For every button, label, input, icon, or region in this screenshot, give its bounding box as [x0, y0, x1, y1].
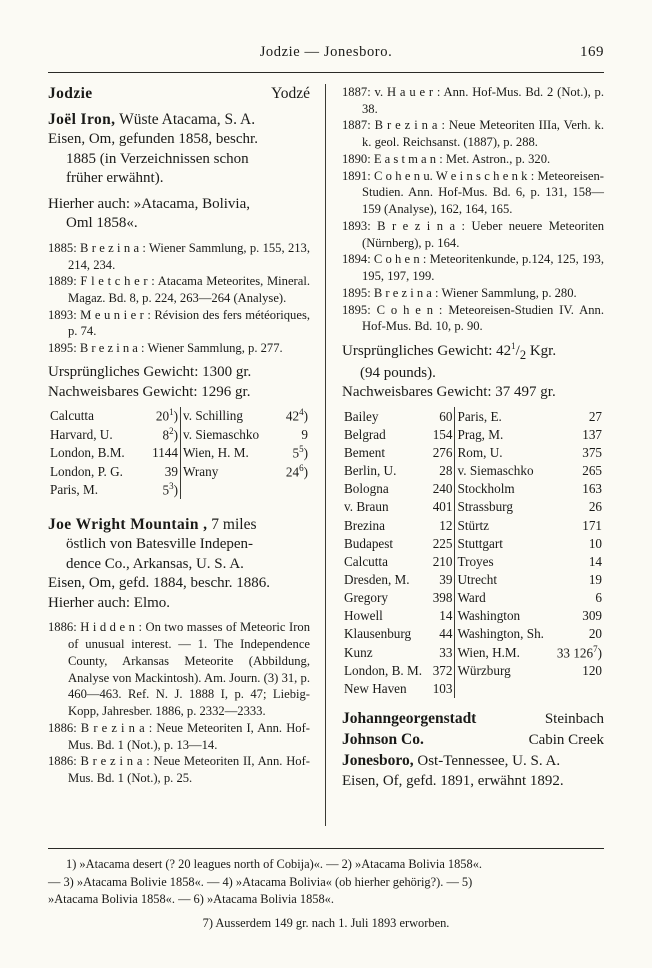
collection-weight: $20^1$) — [155, 407, 178, 424]
spacer — [48, 499, 310, 515]
collection-name: Kunz — [344, 644, 373, 660]
collection-weight: 240 — [432, 481, 453, 497]
table-row — [342, 425, 604, 443]
collection-weight: $5^5$) — [292, 444, 308, 461]
collection-weight: 276 — [432, 444, 453, 460]
collection-weight: 398 — [432, 590, 453, 606]
table-row — [48, 425, 310, 444]
columns-container — [48, 84, 604, 844]
collection-name: v. Siemaschko — [180, 425, 278, 444]
entry-jonesboro-headword: Jonesboro, — [342, 751, 414, 769]
reference-item: 1893: M e u n i e r : Révision des fers météoriques, p. 74. — [48, 307, 310, 339]
collection-name: Stuttgart — [455, 534, 552, 552]
collection-name: Wien, H. M. — [180, 444, 278, 463]
footnote-line: »Atacama Bolivia 1858«. — 6) »Atacama Bolivia 1858«. — [48, 892, 334, 907]
collection-weight: 9 — [301, 426, 308, 442]
collection-name: Paris, M. — [50, 482, 98, 498]
collection-name: Stockholm — [455, 480, 552, 498]
footnote-line: — 3) »Atacama Bolivie 1858«. — 4) »Atacama Bolivia« (ob hierher gehörig?). — 5) — [48, 874, 473, 889]
collection-weight: 309 — [582, 608, 602, 624]
entry-joe-wright-mountain — [48, 515, 310, 786]
reference-item: 1895: C o h e n : Meteoreisen-Studien IV. Ann. Hof-Mus. Bd. 10, p. 90. — [342, 302, 604, 334]
collection-weight: 60 — [439, 408, 453, 424]
collection-name: v. Siemaschko — [455, 462, 552, 480]
entry-joel-iron-also: Hierher auch: »Atacama, Bolivia, — [48, 195, 251, 212]
table-row — [342, 662, 604, 680]
collection-name: Rom, U. — [455, 443, 552, 461]
table-row — [342, 480, 604, 498]
collection-weight: 225 — [432, 535, 453, 551]
footnote-line: 1) »Atacama desert (? 20 leagues north of Cobija)«. — 2) »Atacama Bolivia 1858«. — [66, 857, 482, 871]
entry-joel-iron-desc-2: 1885 (in Verzeichnissen schon — [66, 150, 249, 167]
collection-weight: $42^4$) — [285, 407, 308, 424]
collection-name: Prag, M. — [455, 425, 552, 443]
distribution-table-left — [48, 407, 310, 500]
weight-known: Nachweisbares Gewicht: 37 497 gr. — [342, 384, 556, 401]
table-row — [342, 534, 604, 552]
collection-name: Harvard, U. — [50, 426, 113, 442]
reference-item: 1891: C o h e n u. W e i n s c h e n k : Meteoreisen-Studien. Ann. Hof-Mus. Bd. 6, p. 131, 158—159 (Analyse), 162, 164, 165. — [342, 168, 604, 217]
weight-original: Ursprüngliches Gewicht: 1300 gr. — [48, 363, 252, 380]
collection-weight: 39 — [164, 463, 178, 479]
collection-name: Berlin, U. — [344, 463, 397, 479]
collection-name: Bailey — [344, 408, 379, 424]
reference-item: 1887: v. H a u e r : Ann. Hof-Mus. Bd. 2 (Not.), p. 38. — [342, 85, 604, 116]
table-row — [48, 462, 310, 481]
weight-original-pounds: (94 pounds). — [360, 364, 436, 381]
collection-name: Washington, Sh. — [455, 625, 552, 643]
entry-joel-iron-desc-1: Eisen, Om, gefunden 1858, beschr. — [48, 131, 258, 148]
page-folio: 169 — [580, 44, 604, 60]
collection-name: Stürtz — [455, 516, 552, 534]
collection-name: Wien, H.M. — [455, 643, 552, 662]
collection-name: Dresden, M. — [344, 572, 410, 588]
collection-weight: 20 — [588, 626, 602, 642]
collection-weight: $24^6$) — [285, 462, 308, 480]
entry-joel-iron-also-2: Oml 1858«. — [66, 215, 138, 232]
collection-weight: 19 — [588, 572, 602, 588]
collection-name — [455, 680, 552, 698]
entry-johnson-co-headword: Johnson Co. — [342, 730, 424, 748]
entry-johnson-co-ref: Cabin Creek — [528, 731, 604, 748]
collection-weight: 10 — [588, 535, 602, 551]
collection-name: New Haven — [344, 681, 407, 697]
collection-name: Klausenburg — [344, 626, 412, 642]
entry-johnson-co — [342, 730, 604, 751]
collection-weight: 163 — [582, 481, 602, 497]
collection-weight: 33 $126^7$) — [556, 643, 602, 661]
spacer — [342, 698, 604, 709]
collection-name: Bologna — [344, 481, 389, 497]
collection-name: Washington — [455, 607, 552, 625]
entry-jodzie-headword: Jodzie — [48, 85, 93, 102]
left-column — [48, 84, 310, 787]
collection-weight: 14 — [439, 608, 453, 624]
collection-name: Wrany — [180, 462, 278, 481]
reference-item: 1894: C o h e n : Meteoritenkunde, p.124, 125, 193, 195, 197, 199. — [342, 252, 604, 284]
entry-jodzie — [48, 84, 310, 104]
weight-original: Ursprüngliches Gewicht: $42^1/_2$ Kgr. — [342, 341, 557, 363]
table-row — [342, 589, 604, 607]
reference-item: 1889: F l e t c h e r : Atacama Meteorites, Mineral. Magaz. Bd. 8, p. 224, 263—264 (Analyse). — [48, 274, 310, 305]
collection-weight: 120 — [582, 663, 602, 679]
table-row — [48, 481, 310, 500]
collection-name: v. Braun — [344, 499, 389, 515]
collection-name: London, B. M. — [344, 663, 423, 679]
collection-name: Troyes — [455, 552, 552, 570]
entry-joe-wright-head — [48, 515, 310, 535]
collection-name: London, B.M. — [50, 445, 125, 461]
collection-name: Bement — [344, 444, 386, 460]
collection-weight: 154 — [432, 426, 453, 442]
collection-weight: 44 — [439, 626, 453, 642]
collection-weight: $8^2$) — [162, 425, 178, 442]
table-row — [48, 407, 310, 426]
reference-item: 1886: B r e z i n a : Neue Meteoriten II, Ann. Hof-Mus. Bd. 1 (Not.), p. 25. — [48, 754, 310, 785]
entry-joel-iron-loc: Wüste Atacama, S. A. — [119, 111, 256, 129]
table-row — [342, 498, 604, 516]
collection-weight: 39 — [439, 572, 453, 588]
collection-name: Calcutta — [50, 408, 94, 424]
reference-item: 1895: B r e z i n a : Wiener Sammlung, p. 277. — [48, 341, 283, 356]
entry-joe-wright-desc-3: Eisen, Om, gefd. 1884, beschr. 1886. — [48, 575, 271, 592]
collection-weight: 6 — [595, 590, 602, 606]
table-row — [342, 462, 604, 480]
collection-weight: 1144 — [152, 445, 178, 461]
reference-item: 1886: B r e z i n a : Neue Meteoriten I, Ann. Hof-Mus. Bd. 1 (Not.), p. 13—14. — [48, 720, 310, 752]
collection-weight: 210 — [432, 553, 453, 569]
reference-item: 1893: B r e z i n a : Ueber neuere Meteoriten (Nürnberg), p. 164. — [342, 218, 604, 250]
collection-name: Budapest — [344, 535, 394, 551]
entry-johanngeorgenstadt-headword: Johanngeorgenstadt — [342, 710, 477, 727]
table-row — [342, 552, 604, 570]
collection-name: London, P. G. — [50, 463, 123, 479]
table-row — [342, 607, 604, 625]
collection-name: Calcutta — [344, 553, 388, 569]
weight-known: Nachweisbares Gewicht: 1296 gr. — [48, 383, 251, 400]
collection-weight: 375 — [582, 444, 602, 460]
collection-name: Paris, E. — [455, 407, 552, 425]
collection-weight: 26 — [588, 499, 602, 515]
collection-weight — [278, 481, 310, 500]
collection-name — [180, 481, 278, 500]
table-row — [48, 444, 310, 463]
collection-name: Würzburg — [455, 662, 552, 680]
collection-name: Belgrad — [344, 426, 386, 442]
collection-name: Howell — [344, 608, 383, 624]
collection-weight — [552, 680, 604, 698]
reference-item: 1887: B r e z i n a : Neue Meteoriten IIIa, Verh. k. k. geol. Reichsanst. (1887), p. 288. — [342, 118, 604, 150]
reference-item: 1886: H i d d e n : On two masses of Meteoric Iron of unusual interest. — 1. The Independence County, Arkansas Meteorite (Abbildung, Analyse von Mackintosh). Am. Journ. (3) 31, p. 460—463. Ref. N. J. 1888 I, p. 47; Liebig-Kopp, Jahresber. 1886, p. 2332—2333. — [48, 620, 310, 719]
collection-name: Gregory — [344, 590, 388, 606]
collection-weight: 401 — [432, 499, 453, 515]
entry-johanngeorgenstadt — [342, 709, 604, 730]
table-row — [342, 571, 604, 589]
header-rule — [48, 72, 604, 73]
collection-weight: 103 — [432, 681, 453, 697]
running-head: Jodzie — Jonesboro. — [259, 44, 393, 60]
collection-weight: 372 — [432, 663, 453, 679]
entry-joe-wright-headword: Joe Wright Mountain , — [48, 516, 208, 534]
distribution-table-right — [342, 407, 604, 698]
entry-joe-wright-desc-1: östlich von Batesville Indepen- — [66, 536, 254, 553]
collection-name: Strassburg — [455, 498, 552, 516]
table-row — [342, 643, 604, 662]
reference-item: 1895: B r e z i n a : Wiener Sammlung, p. 280. — [342, 285, 577, 300]
entry-johanngeorgenstadt-ref: Steinbach — [544, 711, 604, 727]
collection-weight: $5^3$) — [162, 481, 178, 498]
right-column — [342, 84, 604, 791]
table-row — [342, 443, 604, 461]
entry-joel-iron — [48, 110, 310, 499]
table-row — [342, 516, 604, 534]
table-row — [342, 680, 604, 698]
entry-joel-iron-headword: Joël Iron, — [48, 111, 116, 129]
collection-weight: 137 — [582, 426, 602, 442]
entry-jonesboro-loc: Ost-Tennessee, U. S. A. — [417, 752, 561, 769]
collection-name: Ward — [455, 589, 552, 607]
collection-name: v. Schilling — [180, 407, 278, 426]
column-divider — [325, 84, 326, 826]
collection-weight: 12 — [439, 517, 453, 533]
collection-weight: 171 — [582, 517, 602, 533]
reference-item: 1885: B r e z i n a : Wiener Sammlung, p. 155, 213, 214, 234. — [48, 240, 310, 272]
entry-joel-iron-desc-3: früher erwähnt). — [66, 170, 164, 187]
footnote-rule — [48, 848, 604, 849]
entry-joel-iron-head — [48, 110, 310, 130]
table-row — [342, 407, 604, 425]
footnotes — [48, 856, 604, 932]
reference-item: 1890: E a s t m a n : Met. Astron., p. 320. — [342, 151, 551, 166]
footnote-line: 7) Ausserdem 149 gr. nach 1. Juli 1893 erworben. — [202, 915, 450, 930]
entry-jonesboro — [342, 751, 604, 772]
collection-weight: 14 — [588, 553, 602, 569]
collection-name: Utrecht — [455, 571, 552, 589]
entry-joe-wright-desc-2: dence Co., Arkansas, U. S. A. — [66, 555, 244, 572]
collection-weight: 27 — [588, 408, 602, 424]
collection-weight: 33 — [439, 644, 453, 660]
collection-weight: 28 — [439, 463, 453, 479]
entry-joe-wright-desc-4: Hierher auch: Elmo. — [48, 594, 171, 611]
entry-jodzie-crossref: Yodzé — [271, 85, 310, 102]
table-row — [342, 625, 604, 643]
entry-jonesboro-desc: Eisen, Of, gefd. 1891, erwähnt 1892. — [342, 773, 564, 790]
entry-joe-wright-dist: 7 miles — [211, 516, 257, 534]
collection-weight: 265 — [582, 463, 602, 479]
collection-name: Brezina — [344, 517, 386, 533]
